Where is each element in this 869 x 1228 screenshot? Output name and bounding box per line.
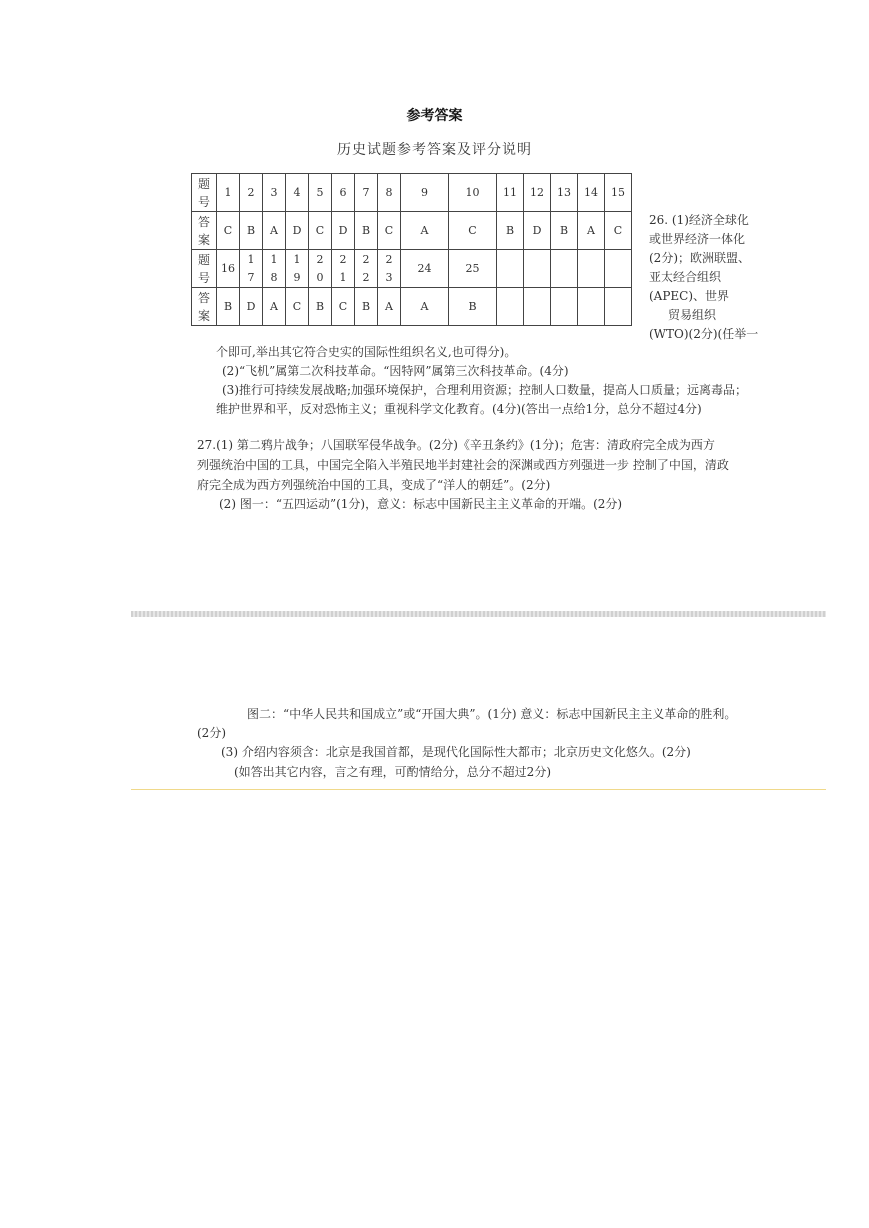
answer-cell: C [286, 288, 309, 326]
row-header-answer: 答 案 [192, 212, 217, 250]
question-number: 11 [497, 174, 524, 212]
answer-cell: C [449, 212, 497, 250]
page-subheading: 历史试题参考答案及评分说明 [337, 142, 532, 158]
question-number: 6 [332, 174, 355, 212]
question-number: 25 [449, 250, 497, 288]
empty-cell [497, 288, 524, 326]
q27-line: 府完全成为西方列强统治中国的工具，变成了“洋人的朝廷”。(2分) [197, 478, 551, 492]
question-number: 10 [449, 174, 497, 212]
question-number [355, 250, 378, 288]
q27-line: 列强统治中国的工具，中国完全陷入半殖民地半封建社会的深渊或西方列强进一步 控制了中国，清政 [197, 458, 729, 472]
question-number: 8 [378, 174, 401, 212]
question-digit: 1 [247, 252, 255, 266]
table-row [192, 288, 632, 326]
answer-cell: A [263, 212, 286, 250]
answer-cell: A [263, 288, 286, 326]
answer-cell: B [355, 212, 378, 250]
continued-line: 图二：“中华人民共和国成立”或“开国大典”。(1分) 意义：标志中国新民主主义革命的胜利。 [247, 707, 737, 721]
question-number: 15 [605, 174, 632, 212]
question-number: 4 [286, 174, 309, 212]
empty-cell [524, 288, 551, 326]
question-digit: 2 [362, 270, 370, 284]
q27-line: (2) 图一：“五四运动”(1分)，意义：标志中国新民主主义革命的开端。(2分) [219, 497, 623, 511]
empty-cell [551, 250, 578, 288]
answer-cell: B [355, 288, 378, 326]
question-digit: 9 [293, 270, 301, 284]
question-digit: 2 [385, 252, 393, 266]
question-digit: 0 [316, 270, 324, 284]
empty-cell [578, 288, 605, 326]
empty-cell [605, 288, 632, 326]
answer-table [191, 173, 632, 326]
empty-cell [578, 250, 605, 288]
question-digit: 7 [247, 270, 255, 284]
question-number: 1 [217, 174, 240, 212]
table-row [192, 250, 632, 288]
question-digit: 2 [316, 252, 324, 266]
q26-side-line: 或世界经济一体化 [649, 232, 746, 246]
continued-line: (如答出其它内容，言之有理，可酌情给分，总分不超过2分) [234, 765, 552, 779]
q27-line: 27.(1) 第二鸦片战争；八国联军侵华战争。(2分)《辛丑条约》(1分)；危害：清政府完全成为西方 [197, 438, 715, 452]
answer-cell: D [524, 212, 551, 250]
answer-cell: D [332, 212, 355, 250]
page-divider [131, 611, 826, 617]
question-number [286, 250, 309, 288]
answer-cell: B [240, 212, 263, 250]
row-header-question: 题 号 [192, 250, 217, 288]
continued-line: (2分) [197, 726, 226, 740]
q26-side-line: (WTO)(2分)(任举一 [649, 327, 759, 341]
answer-cell: A [401, 288, 449, 326]
question-number: 16 [217, 250, 240, 288]
q26-line: (2)“飞机”属第二次科技革命。“因特网”属第三次科技革命。(4分) [222, 364, 569, 378]
answer-cell: B [497, 212, 524, 250]
answer-cell: A [378, 288, 401, 326]
q26-line: (3)推行可持续发展战略;加强环境保护，合理利用资源；控制人口数量，提高人口质量；远离毒品； [222, 383, 748, 397]
question-digit: 2 [339, 252, 347, 266]
answer-cell: C [217, 212, 240, 250]
question-number: 3 [263, 174, 286, 212]
row-header-question: 题 号 [192, 174, 217, 212]
question-number: 9 [401, 174, 449, 212]
q26-side-line: (2分)；欧洲联盟、 [649, 251, 750, 265]
row-header-answer: 答 案 [192, 288, 217, 326]
empty-cell [551, 288, 578, 326]
q26-side-line: 26. (1)经济全球化 [649, 213, 749, 227]
question-digit: 3 [385, 270, 393, 284]
answer-cell: D [240, 288, 263, 326]
question-digit: 1 [270, 252, 278, 266]
question-digit: 2 [362, 252, 370, 266]
answer-cell: D [286, 212, 309, 250]
question-number: 2 [240, 174, 263, 212]
q26-line: 个即可,举出其它符合史实的国际性组织名义,也可得分)。 [216, 345, 517, 359]
empty-cell [524, 250, 551, 288]
answer-cell: C [309, 212, 332, 250]
continued-line: (3) 介绍内容须含：北京是我国首都，是现代化国际性大都市；北京历史文化悠久。(2分) [221, 745, 691, 759]
answer-cell: B [551, 212, 578, 250]
q26-line: 维护世界和平，反对恐怖主义；重视科学文化教育。(4分)(答出一点给1分，总分不超过4分) [216, 402, 702, 416]
answer-cell: C [605, 212, 632, 250]
table-row [192, 174, 632, 212]
question-number: 5 [309, 174, 332, 212]
answer-cell: B [309, 288, 332, 326]
table-row [192, 212, 632, 250]
answer-cell: C [378, 212, 401, 250]
q26-side-line: 贸易组织 [668, 308, 717, 322]
question-number [332, 250, 355, 288]
answer-cell: B [217, 288, 240, 326]
question-number: 12 [524, 174, 551, 212]
page-heading: 参考答案 [406, 108, 463, 124]
question-digit: 1 [293, 252, 301, 266]
question-number [240, 250, 263, 288]
q26-side-line: (APEC)、世界 [649, 289, 730, 303]
answer-cell: B [449, 288, 497, 326]
question-digit: 1 [339, 270, 347, 284]
empty-cell [605, 250, 632, 288]
q26-side-line: 亚太经合组织 [649, 270, 722, 284]
bottom-rule [131, 789, 826, 790]
question-number: 24 [401, 250, 449, 288]
question-number [378, 250, 401, 288]
question-digit: 8 [270, 270, 278, 284]
answer-cell: C [332, 288, 355, 326]
question-number [309, 250, 332, 288]
answer-cell: A [401, 212, 449, 250]
answer-cell: A [578, 212, 605, 250]
empty-cell [497, 250, 524, 288]
question-number: 7 [355, 174, 378, 212]
question-number: 14 [578, 174, 605, 212]
question-number [263, 250, 286, 288]
question-number: 13 [551, 174, 578, 212]
